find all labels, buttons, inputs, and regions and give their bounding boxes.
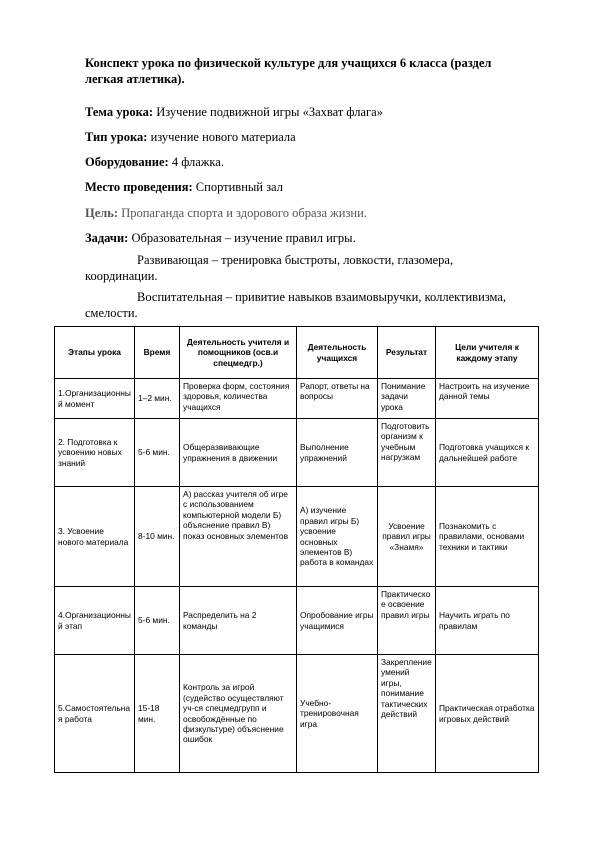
table-row [55,487,539,587]
task-upbringing [137,289,557,305]
equipment-line [85,154,555,170]
task-developing-line1: Развивающая – тренировка быстроты, ловкости, глазомера, [137,253,454,267]
lesson-title-line1: Конспект урока по физической культуре для учащихся 6 класса (раздел [85,56,492,70]
cell-student-activity: Выполнение упражнений [297,419,378,487]
cell-time: 1–2 мин. [135,379,180,419]
task-developing-cont [85,268,555,284]
cell-result: Усвоение правил игры «Знамя» [378,487,436,587]
table-row [55,419,539,487]
header-teacher-activity: Деятельность учителя и помощников (осв.и спецмедгр.) [180,327,297,379]
header-result: Результат [378,327,436,379]
cell-teacher-activity: Общеразвивающие упражнения в движении [180,419,297,487]
header-time: Время [135,327,180,379]
cell-student-activity: Рапорт, ответы на вопросы [297,379,378,419]
cell-time: 5-6 мин. [135,587,180,655]
cell-stage: 3. Усвоение нового материала [55,487,135,587]
lesson-title-line2: легкая атлетика). [85,72,185,86]
equipment-label: Оборудование: [85,155,169,169]
table-row [55,587,539,655]
place-line [85,179,555,195]
type-line [85,129,555,145]
topic-line [85,104,555,120]
table-header-row [55,327,539,379]
tasks-label: Задачи: [85,231,129,245]
table-row [55,655,539,773]
task-upbringing-line2: смелости. [85,306,138,320]
cell-teacher-goal: Подготовка учащихся к дальнейшей работе [436,419,539,487]
task-developing [137,252,557,268]
type-label: Тип урока: [85,130,148,144]
cell-result: Понимание задачи урока [378,379,436,419]
tasks-line [85,230,555,246]
cell-student-activity: Опробование игры учащимися [297,587,378,655]
lesson-stages-table [54,326,539,773]
cell-result: Подготовить организм к учебным нагрузкам [378,419,436,487]
cell-result: Закрепление умений игры, понимание тактических действий [378,655,436,773]
cell-teacher-goal: Настроить на изучение данной темы [436,379,539,419]
header-stages: Этапы урока [55,327,135,379]
header-student-activity: Деятельность учащихся [297,327,378,379]
cell-result: Практическое освоение правил игры [378,587,436,655]
cell-teacher-activity: Распределить на 2 команды [180,587,297,655]
cell-time: 5-6 мин. [135,419,180,487]
task-developing-line2: координации. [85,269,158,283]
table-row [55,379,539,419]
type-value: изучение нового материала [147,130,296,144]
cell-teacher-goal: Практическая отработка игровых действий [436,655,539,773]
place-label: Место проведения: [85,180,193,194]
goal-value: Пропаганда спорта и здорового образа жизни. [118,206,367,220]
goal-line [85,205,555,221]
task-upbringing-cont [85,305,555,321]
cell-student-activity: А) изучение правил игры Б) усвоение основных элементов В) работа в командах [297,487,378,587]
cell-time: 8-10 мин. [135,487,180,587]
goal-label: Цель: [85,206,119,220]
header-teacher-goals: Цели учителя к каждому этапу [436,327,539,379]
topic-label: Тема урока: [85,105,154,119]
equipment-value: 4 флажка. [168,155,224,169]
cell-teacher-activity: Контроль за игрой (судейство осуществляют уч-ся спецмедгрупп и освобождённые по физкультуре) объяснение ошибок [180,655,297,773]
cell-stage: 2. Подготовка к усвоению новых знаний [55,419,135,487]
topic-value: Изучение подвижной игры «Захват флага» [153,105,383,119]
cell-stage: 1.Организационный момент [55,379,135,419]
cell-stage: 4.Организационный этап [55,587,135,655]
lesson-title [85,55,555,87]
cell-teacher-activity: Проверка форм, состояния здоровья, количества учащихся [180,379,297,419]
task-educational: Образовательная – изучение правил игры. [128,231,356,245]
cell-student-activity: Учебно-тренировочная игра [297,655,378,773]
place-value: Спортивный зал [192,180,283,194]
cell-teacher-activity: А) рассказ учителя об игре с использованием компьютерной модели Б) объяснение правил В) показ основных элементов [180,487,297,587]
cell-time: 15-18 мин. [135,655,180,773]
cell-teacher-goal: Познакомить с правилами, основами техники и тактики [436,487,539,587]
cell-stage: 5.Самостоятельная работа [55,655,135,773]
task-upbringing-line1: Воспитательная – привитие навыков взаимовыручки, коллективизма, [137,290,507,304]
cell-teacher-goal: Научить играть по правилам [436,587,539,655]
